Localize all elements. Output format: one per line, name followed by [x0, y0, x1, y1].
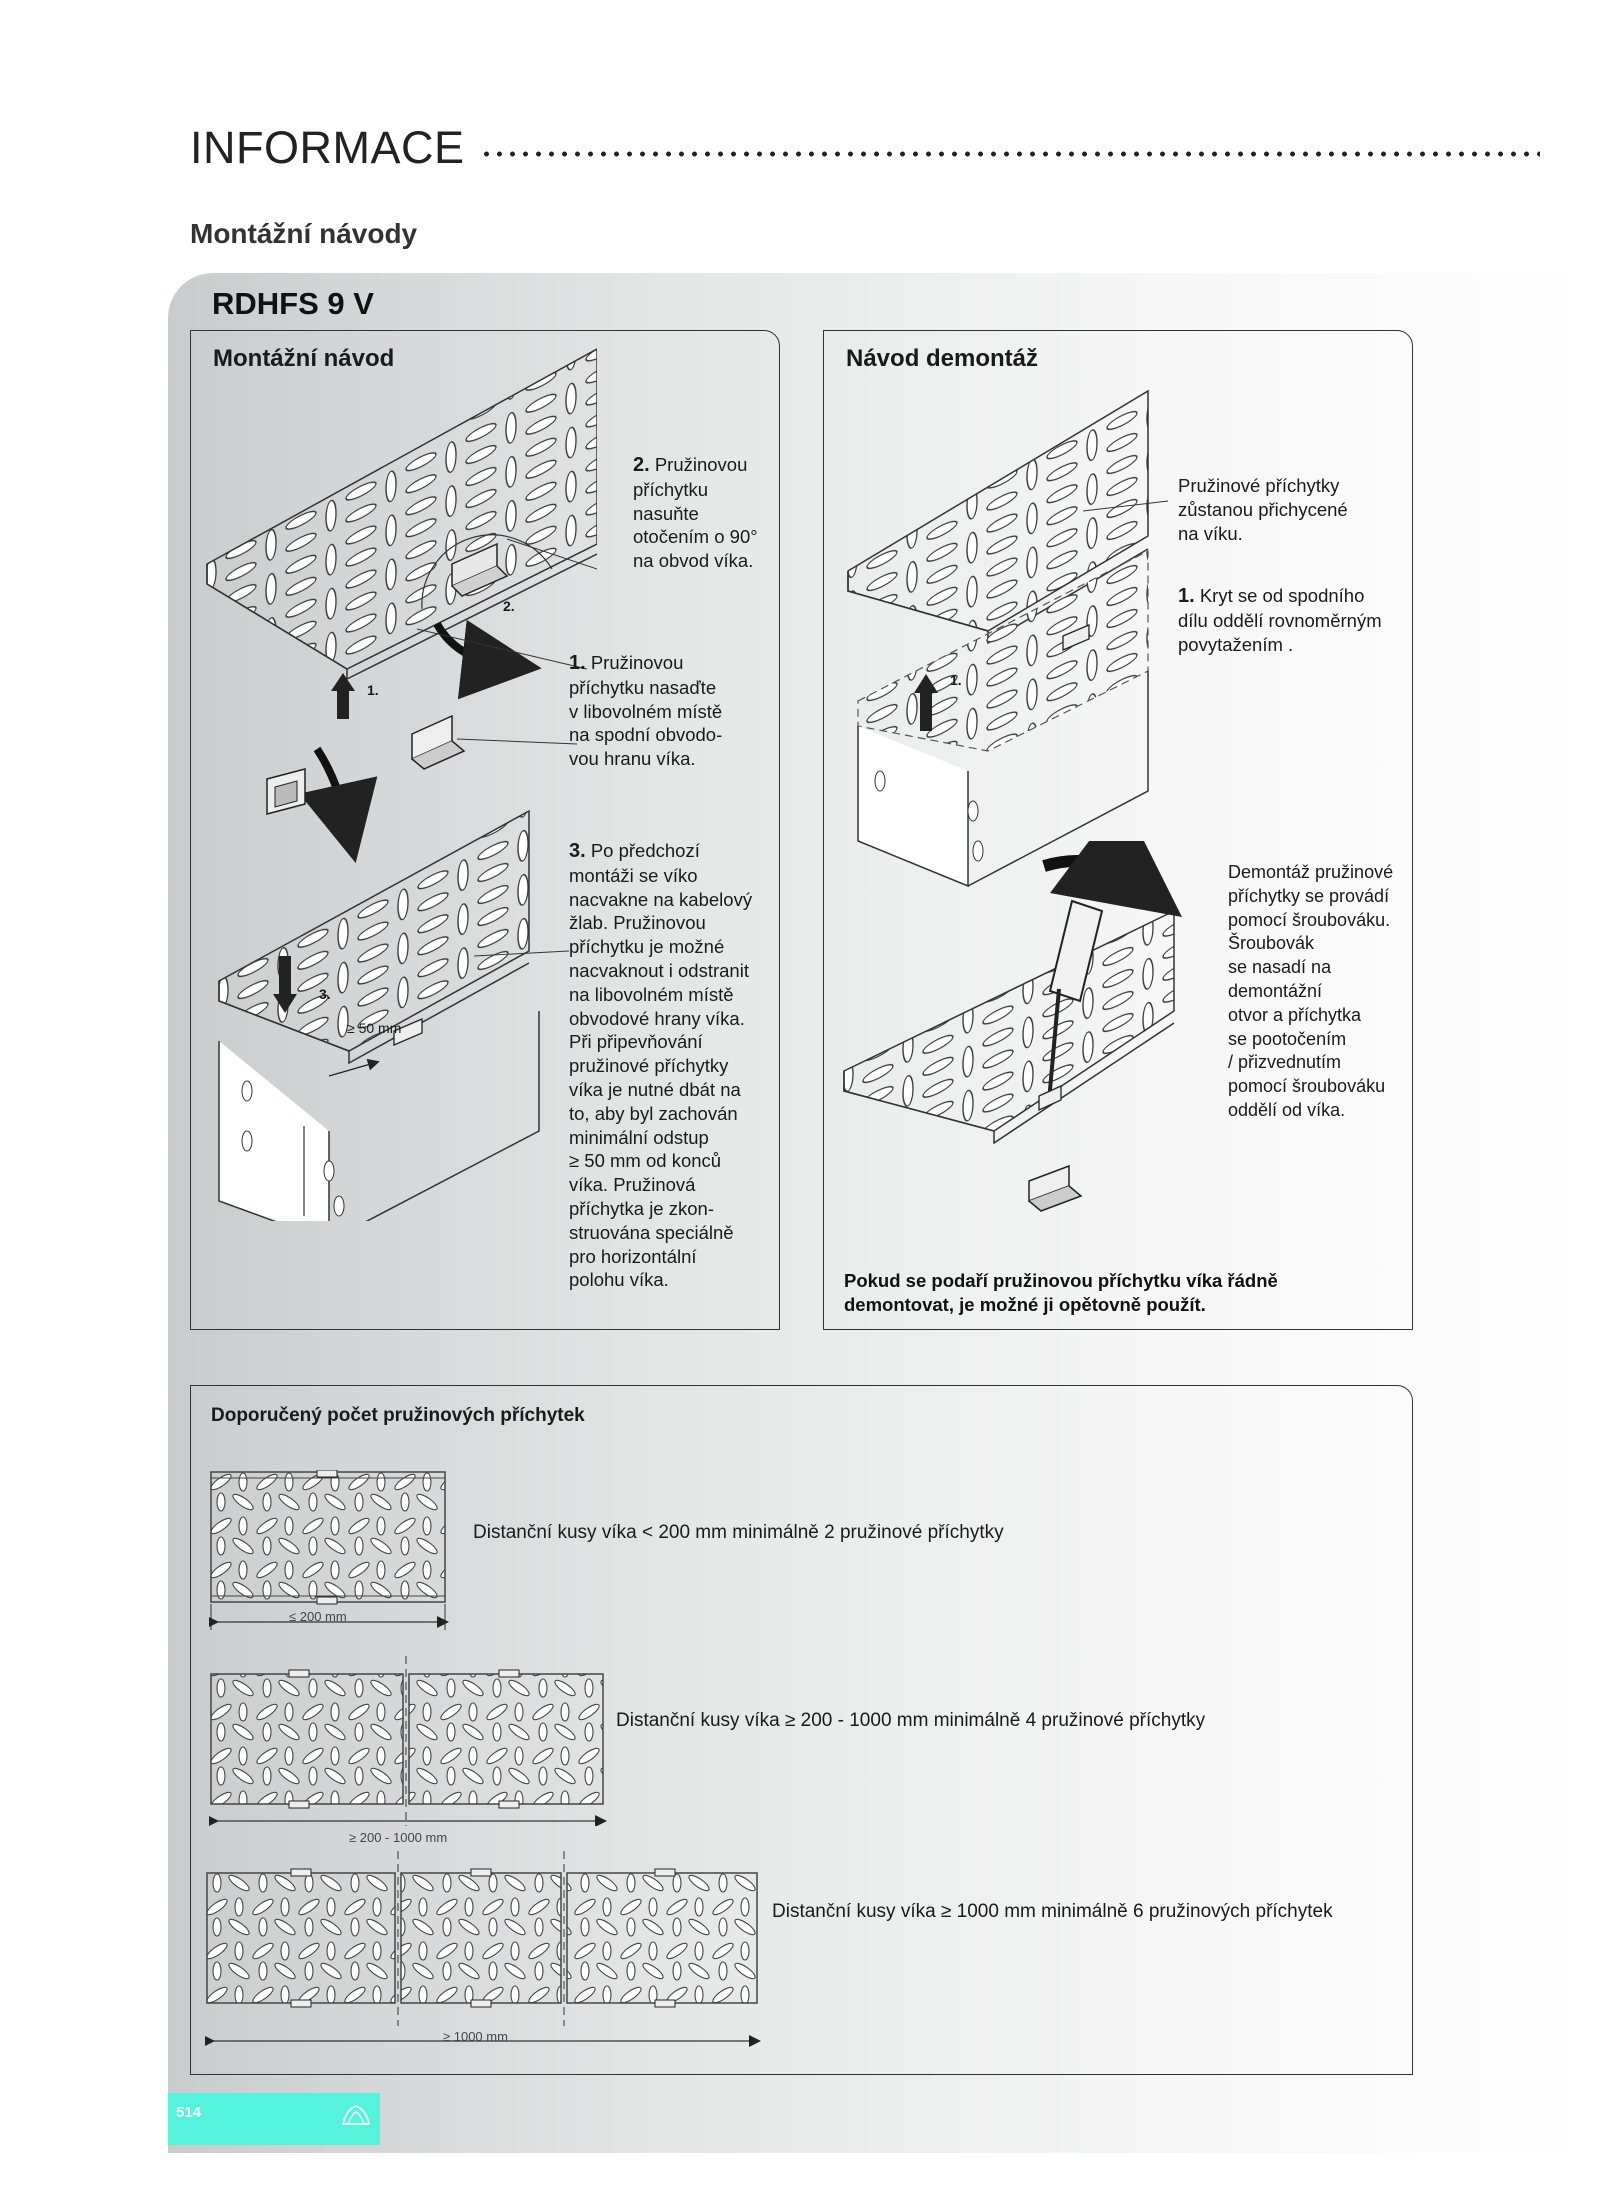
step-3-text: 3. Po předchozí montáži se víko nacvakne na kabelový žlab. Pružinovou příchytku je možné nacvaknout i odstranit na libovolném místě obvodové hrany víka. Při připevňování pružinové příchytky víka je nutné dbát na to, aby byl zachován minimální odstup ≥ 50 mm od konců víka. Pružinová příchytka je zkon- struována speciálně pro horizontální polohu víka. [569, 840, 753, 1291]
mounting-title: Montážní návod [213, 345, 395, 372]
illustration-label-1: 1. [367, 682, 379, 698]
dotted-leader [480, 150, 1540, 158]
rotate-arrow-icon [437, 624, 502, 664]
clip-marker-icon [317, 1597, 337, 1604]
clip-count-row-2: Distanční kusy víka ≥ 200 - 1000 mm minimálně 4 pružinové příchytky [616, 1710, 1206, 1731]
section-title: INFORMACE [190, 122, 465, 173]
mounting-illustration-bottom [209, 801, 569, 1221]
clip-count-row-1: Distanční kusy víka < 200 mm minimálně 2 pružinové příchytky [473, 1522, 1004, 1543]
clip-count-title: Doporučený počet pružinových příchytek [211, 1405, 585, 1426]
up-arrow-icon [337, 689, 349, 719]
dimension-label-short: ≤ 200 mm [289, 1609, 347, 1624]
illustration-label-3: 3. [319, 986, 331, 1002]
demount-step-1-text: 1. Kryt se od spodního dílu oddělí rovnoměrným povytažením . [1178, 585, 1382, 655]
clip-marker-icon [317, 1470, 337, 1477]
illustration-label-2: 2. [503, 598, 515, 614]
page-subtitle: Montážní návody [190, 218, 418, 249]
page-number: 514 [176, 2104, 202, 2121]
demounting-title: Návod demontáž [846, 345, 1039, 372]
clip-count-row-3: Distanční kusy víka ≥ 1000 mm minimálně 6 pružinových příchytek [772, 1901, 1333, 1922]
screwdriver-illustration [834, 841, 1204, 1221]
reuse-note: Pokud se podaří pružinovou příchytku víka řádně demontovat, je možné ji opětovně použít. [844, 1270, 1278, 1315]
down-arrow-icon [279, 956, 291, 996]
step-2-text: 2. Pružinovou příchytku nasuňte otočením o 90° na obvod víka. [633, 454, 758, 572]
dimension-label-medium: ≥ 200 - 1000 mm [349, 1830, 448, 1845]
recommended-clip-count-box [190, 1385, 1413, 2075]
cover-diagram-long [205, 1851, 765, 2051]
demounting-instructions-box [823, 330, 1413, 1330]
product-code: RDHFS 9 V [212, 286, 374, 321]
clips-stay-note: Pružinové příchytky zůstanou přichycené na víku. [1178, 475, 1348, 544]
mounting-instructions-box [190, 330, 780, 1330]
loose-clip-icon [412, 716, 464, 769]
screwdriver-text: Demontáž pružinové příchytky se provádí pomocí šroubováku. Šroubovák se nasadí na demontážní otvor a příchytka se pootočením / přizvednutím pomocí šroubováku oddělí od víka. [1228, 862, 1394, 1120]
removed-clip-icon [1029, 1166, 1081, 1211]
cover-diagram-medium [209, 1656, 609, 1826]
demounting-illustration-top [838, 371, 1168, 911]
brand-logo-icon [340, 2102, 372, 2130]
cover-diagram-short [209, 1470, 449, 1630]
demount-label-1: 1. [950, 672, 962, 688]
step-1-text: 1. Pružinovou příchytku nasaďte v libovolném místě na spodní obvodo- vou hranu víka. [569, 652, 723, 770]
screwdriver-rotate-arrow-icon [1044, 861, 1134, 881]
dimension-label-long: ≥ 1000 mm [443, 2029, 508, 2044]
min-distance-label: ≥ 50 mm [347, 1020, 402, 1036]
lift-arrow-icon [920, 691, 932, 731]
